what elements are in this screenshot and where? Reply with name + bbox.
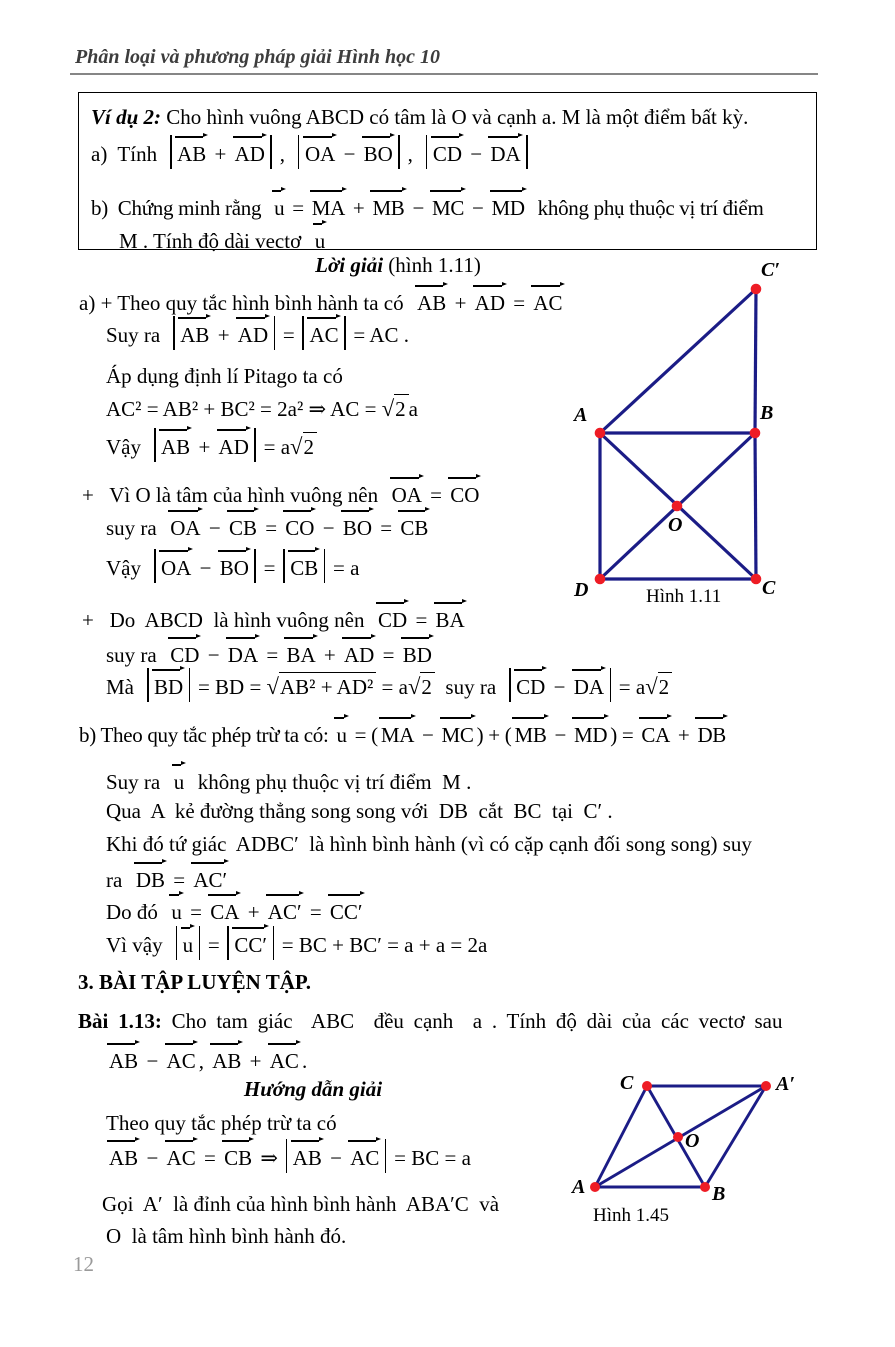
example-label: Ví dụ 2:	[91, 105, 162, 129]
vertex-label-C: C	[620, 1072, 634, 1094]
edge-ACprime	[600, 289, 756, 433]
example-box	[78, 92, 817, 253]
exercise-1-13-text: Cho tam giác ABC đều cạnh a . Tính độ dài của các vectơ sau	[161, 1009, 783, 1033]
guide-line-1: AB − AC = CB ⇒ AB − AC = BC = a	[106, 1139, 471, 1173]
edge-BC	[755, 433, 756, 579]
header-rule	[70, 73, 818, 75]
solution-line-10: Mà BD = BD = √AB² + AD² = a√2 suy ra CD − DA = a√2	[106, 668, 672, 702]
solution-line-1: Suy ra AB + AD = AC = AC .	[106, 316, 409, 350]
example-item-b: b) Chứng minh rằng u = MA + MB − MC − MD không phụ thuộc vị trí điểm	[91, 189, 763, 223]
vertex-label-A: A	[574, 404, 588, 426]
solution-line-8: + Do ABCD là hình vuông nên CD = BA	[82, 601, 468, 635]
figure-1-11-caption: Hình 1.11	[646, 586, 722, 607]
figure-hinh-1-45	[558, 1062, 808, 1212]
solution-line-5: + Vì O là tâm của hình vuông nên OA = CO	[82, 476, 482, 510]
edge-BCprime	[755, 289, 756, 433]
page-number: 12	[73, 1252, 94, 1276]
solution-line-9: suy ra CD − DA = BA + AD = BD	[106, 636, 435, 670]
vertex-dot-B	[700, 1182, 710, 1192]
vertex-dot-Cprime	[751, 284, 762, 295]
section-3-title: 3. BÀI TẬP LUYỆN TẬP.	[78, 970, 312, 994]
guide-line-0: Theo quy tắc phép trừ ta có	[106, 1111, 337, 1135]
figure-1-45-caption: Hình 1.45	[593, 1205, 669, 1226]
solution-line-0: a) + Theo quy tắc hình bình hành ta có AB + AD = AC	[79, 284, 566, 318]
vertex-dot-A	[590, 1182, 600, 1192]
solution-heading-rest: (hình 1.11)	[383, 253, 481, 277]
vertex-label-O: O	[685, 1130, 700, 1152]
guide-line-3: O là tâm hình bình hành đó.	[106, 1224, 347, 1248]
solution-line-2: Áp dụng định lí Pitago ta có	[106, 364, 343, 388]
page-header-title: Phân loại và phương pháp giải Hình học 10	[75, 46, 441, 68]
solution-line-4: Vậy AB + AD = a√2	[106, 428, 317, 462]
solution-line-7: Vậy OA − BO = CB = a	[106, 549, 359, 583]
example-item-a: a) Tính AB + AD , OA − BO , CD − DA	[91, 135, 530, 169]
example-item-b-cont: M . Tính độ dài vectơ u	[119, 222, 328, 256]
example-intro-line	[91, 102, 748, 132]
example-intro-text: Cho hình vuông ABCD có tâm là O và cạnh a. M là một điểm bất kỳ.	[161, 105, 749, 129]
vertex-label-B: B	[712, 1183, 726, 1205]
solution-line-3: AC² = AB² + BC² = 2a² ⇒ AC = √2 a	[106, 396, 418, 421]
vertex-label-D: D	[574, 579, 589, 601]
vertex-label-Aprime: A′	[776, 1073, 795, 1095]
vertex-dot-C	[642, 1081, 652, 1091]
exercise-1-13	[78, 1006, 783, 1036]
solution-line-6: suy ra OA − CB = CO − BO = CB	[106, 509, 431, 543]
solution-line-13: Qua A kẻ đường thẳng song song với DB cắt BC tại C′ .	[106, 799, 613, 823]
vertex-dot-C	[751, 574, 762, 585]
exercise-1-13-formula: AB − AC , AB + AC .	[106, 1042, 307, 1076]
vertex-label-Cprime: C′	[761, 259, 780, 281]
guide-heading: Hướng dẫn giải	[243, 1077, 383, 1101]
vertex-dot-O	[672, 501, 683, 512]
solution-line-12: Suy ra u không phụ thuộc vị trí điểm M .	[106, 763, 471, 797]
solution-heading-bold: Lời giải	[315, 253, 384, 277]
solution-line-16: Do đó u = CA + AC′ = CC′	[106, 893, 366, 927]
vertex-label-O: O	[668, 514, 683, 536]
vertex-label-A: A	[572, 1176, 586, 1198]
solution-line-17: Vì vậy u = CC′ = BC + BC′ = a + a = 2a	[106, 926, 487, 960]
guide-line-2: Gọi A′ là đỉnh của hình bình hành ABA′C và	[102, 1192, 500, 1216]
vertex-dot-A	[595, 428, 606, 439]
vertex-dot-D	[595, 574, 606, 585]
vertex-dot-Aprime	[761, 1081, 771, 1091]
solution-line-15: ra DB = AC′	[106, 861, 230, 895]
solution-line-14: Khi đó tứ giác ADBC′ là hình bình hành (vì có cặp cạnh đối song song) suy	[106, 832, 752, 856]
edge-BAprime	[705, 1086, 766, 1187]
vertex-dot-O	[673, 1132, 683, 1142]
vertex-label-C: C	[762, 577, 776, 599]
vertex-label-B: B	[760, 402, 774, 424]
solution-line-11: b) Theo quy tắc phép trừ ta có: u = ( MA − MC ) + ( MB − MD ) = CA + DB	[79, 716, 729, 750]
vertex-dot-B	[750, 428, 761, 439]
figure-hinh-1-11	[558, 258, 798, 618]
exercise-1-13-label: Bài 1.13:	[78, 1009, 162, 1033]
